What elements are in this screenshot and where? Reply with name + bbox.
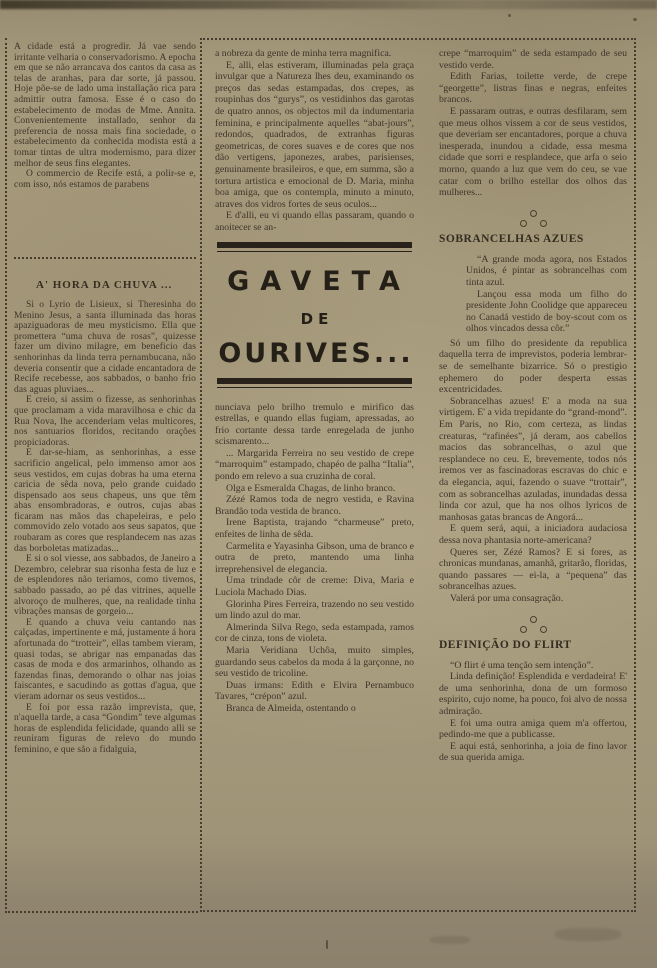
paragraph: E foi uma outra amiga quem m'a offertou, pedindo-me que a publicasse.: [439, 717, 627, 741]
paragraph: crepe “marroquim” de seda estampado de seu vestido verde.: [439, 48, 627, 71]
main-article-box: [200, 38, 636, 912]
ornament-ring: [530, 616, 537, 623]
ornament-ring-row: [520, 220, 547, 227]
paragraph: Lançou essa moda um filho do presidente John Coolidge que appareceu no Canadá vestido de boy-scout com os olhos vincados dessa côr.”: [466, 288, 627, 335]
page-top-shadow: [0, 0, 657, 9]
section-divider-ornament-icon: [439, 616, 627, 633]
paper-smudge: [430, 936, 470, 944]
ornament-ring: [530, 210, 537, 217]
rule-thin-line: [217, 387, 412, 388]
paragraph: nunciava pelo brilho tremulo e mirifico das estrellas, e quando ellas fugiam, apressadas, ao frio cortante dessa tarde enregelada de junho scismarento...: [215, 401, 414, 448]
middle-continuation-bottom: [215, 402, 414, 715]
paragraph: E si o sol viesse, aos sabbados, de Janeiro a Dezembro, celebrar sua risonha festa de luz e de esplendores não teriamos, como tivemos, sabbado passado, ao pé das vitrines, aquelle alvoroço de mulheres, que, na realidade tinha vibrações mansas de gorgeio...: [14, 554, 196, 618]
headline-rule-top: [217, 242, 412, 252]
paragraph: Sobrancelhas azues! E' a moda na sua virtigem. E' a vida trepidante do “grand-mond”. Em Paris, no Rio, com certeza, as lindas creaturas, “rafinées”, já deram, aos cabellos macios das sobrancelhas, o azul que resplandece no ceu. E, brevemente, todos nós iremos ver as fascinadoras escravas do chic e da elegancia, aqui, fazendo o suave “trottair”, com as sobrancelhas azuladas, inundadas dessa linda cor azul, que ha nos olhos lyricos de manhosas gatas brancas de Angorá...: [439, 395, 627, 523]
paragraph: Edith Farias, toilette verde, de crepe “georgette”, listras finas e negras, enfeites brancos.: [439, 71, 627, 106]
ornament-ring-row: [520, 626, 547, 633]
paragraph: Uma trindade côr de creme: Diva, Maria e Luciola Machado Dias.: [215, 575, 414, 598]
paragraph: Queres ser, Zézé Ramos? E si fores, as chronicas mundanas, amanhã, gritarão, floridas, quando passares — ei-la, a “pequena” das sobrancelhas azues.: [439, 546, 627, 593]
rain-section-body: [14, 300, 196, 756]
paragraph: Glorinha Pires Ferreira, trazendo no seu vestido um lindo azul do mar.: [215, 598, 414, 622]
paragraph: Branca de Almeida, ostentando o: [226, 702, 356, 714]
paragraph: Si o Lyrio de Lisieux, si Theresinha do Menino Jesus, a santa illuminada das horas apaziguadoras de meu mysticismo. Ella que promettera “uma chuva de rosas”, quizesse fazer um divino milagre, em beneficio das senhorinhas da linda terra pernambucana, não deveria consentir que a cidade encantadora de Recife recebesse, aos sabbados, o banho frio das aguas pluviaes...: [14, 300, 196, 395]
headline-line-1: GAVETA: [227, 265, 411, 297]
rain-section-heading: A' HORA DA CHUVA ...: [36, 279, 173, 291]
paragraph: “O flirt é uma tenção sem intenção”.: [450, 659, 594, 671]
rule-thin-line: [217, 251, 412, 252]
headline-rule-bottom: [217, 378, 412, 388]
paragraph: E aqui está, senhorinha, a joia de fino lavor de sua querida amiga.: [439, 740, 627, 764]
paragraph: Irene Baptista, trajando “charmeuse” preto, enfeites de linha de sêda.: [215, 517, 414, 541]
paragraph: E quem será, aqui, a iniciadora audaciosa dessa nova phantasia norte-americana?: [439, 523, 627, 546]
sobrancelhas-body: [439, 338, 627, 605]
middle-column: [215, 48, 414, 904]
left-column-separator: [14, 257, 196, 259]
flirt-heading: DEFINIÇÃO DO FLIRT: [439, 638, 572, 651]
sobrancelhas-heading: SOBRANCELHAS AZUES: [439, 232, 584, 245]
paper-speck: [508, 14, 511, 17]
ornament-ring: [540, 220, 547, 227]
paragraph: E d'alli, eu vi quando ellas passaram, quando o anoitecer se an-: [215, 210, 414, 233]
paragraph: Duas irmans: Edith e Elvira Pernambuco Tavares, “crépon” azul.: [215, 679, 414, 703]
left-column: [5, 38, 198, 913]
paragraph: Carmelita e Yayasinha Gibson, uma de branco e outra de preto, mantendo uma linha irreprehensivel de elegancia.: [215, 540, 414, 575]
middle-continuation-top: [215, 48, 414, 234]
paragraph: E, alli, elas estiveram, illuminadas pela graça invulgar que a Natureza lhes deu, examinando os preços das sedas estampadas, dos crepes, as roupinhas dos “gurys”, os vestidinhos das garotas de quatro annos, os objectos mil da indumentaria feminina, e principalmente aquelles “abat-jours”, redondos, quadrados, de extranhas figuras geometricas, de cores suaves e de cores que nos dão vertigens, japonezes, arabes, parisienses, genuinamente brasileiros, e que, em summa, são a tortura artistica e emocional de D. Maria, minha boa amiga, que os contempla, minuto a minuto, atraves dos vidros fortes de seus oculos...: [215, 59, 414, 210]
paragraph: ... Margarida Ferreira no seu vestido de crepe “marroquim” estampado, chapéo de palha “Italia”, pondo em relevo a sua cruzinha de coral.: [215, 447, 414, 483]
article-headline: [215, 265, 414, 369]
paragraph: E creio, si assim o fizesse, as senhorinhas que proclamam a vida maravilhosa e chic da Rua Nova, lhe accenderiam velas multicores, nos santuarios floridos, recitando orações propiciadoras.: [14, 395, 196, 448]
ornament-ring: [540, 626, 547, 633]
paragraph: E passaram outras, e outras desfilaram, sem que meus olhos vissem a cor de seus vestidos, que deveriam ser encantadores, porque a chuva inesperada, inundou a cidade, essa mesma cidade que sorri e resplandece, que arfa o seio morno, quando a luz que vem do ceu, se vae catar com o brilho estellar dos olhos das mulheres...: [439, 105, 627, 199]
paper-smudge: [555, 928, 621, 941]
sobrancelhas-quote-block: [439, 254, 627, 335]
section-divider-ornament-icon: [439, 210, 627, 227]
right-column: [439, 48, 627, 904]
paragraph: E foi por essa razão imprevista, que, n'aquella tarde, a casa “Gondim” teve algumas horas de esplendida felicidade, quando alli se reuniram figuras de relevo do mundo feminino, e que são a fidalguia,: [14, 702, 196, 755]
paragraph: a nobreza da gente de minha terra magnifica.: [215, 48, 392, 59]
paper-speck: [326, 940, 328, 949]
paragraph: O commercio de Recife está, a polir-se e, com isso, nós estamos de parabens: [14, 169, 196, 190]
paper-speck: [633, 18, 637, 21]
paragraph: Almerinda Silva Rego, seda estampada, ramos cor de cinza, tons de violeta.: [215, 621, 414, 645]
right-continuation-top: [439, 48, 627, 199]
paragraph: Linda definição! Esplendida e verdadeira! E' de uma senhorinha, dona de um formoso espirito, cujo nome, ha pouco, foi alvo de nossa admiração.: [439, 671, 627, 717]
paragraph: Maria Veridiana Uchôa, muito simples, guardando seus cabelos da moda á la garçonne, no seu vestido de tricoline.: [215, 644, 414, 680]
rule-bar: [217, 378, 412, 384]
ornament-ring: [520, 220, 527, 227]
paragraph: E quando a chuva veiu cantando nas calçadas, impertinente e má, justamente á hora afortunada do “trotteir”, ellas tambem vieram, quasi todas, se abrigar nas empanadas das casas de moda e dos armarinhos, olhando as fazendas finas, demorando o olhar nas joias faiscantes, e sacudindo as gottas d'agua, que vieram adornar os seus vestidos...: [14, 617, 196, 702]
paragraph: Olga e Esmeralda Chagas, de linho branco.: [226, 482, 396, 494]
left-top-article: [14, 42, 196, 255]
paragraph: E dar-se-hiam, as senhorinhas, a esse sacrificio angelical, pelo immenso amor aos seus vestidos, em cujas dobras ha uma eterna caricia de sêda nova, pelo grande cuidado dispensado aos seus chapeus, uns que têm abas ensombradoras, e outros, cujas abas ficaram nas mãos das chapeleiras, e pelo commovido zelo votado aos seus sapatos, que roubaram as cores que resplandecem nas azas das borboletas matizadas...: [14, 448, 196, 554]
paragraph: “A grande moda agora, nos Estados Unidos, é pintar as sobrancelhas com tinta azul.: [466, 253, 627, 288]
headline-line-3: OURIVES...: [218, 337, 414, 369]
headline-line-2: DE: [300, 309, 334, 328]
flirt-body: [439, 660, 627, 764]
rule-bar: [217, 242, 412, 248]
paragraph: Zézé Ramos toda de negro vestida, e Ravina Brandão toda vestida de branco.: [215, 494, 414, 517]
paragraph: A cidade está a progredir. Já vae sendo irritante velharia o conservadorismo. A epocha em que se não arrancava dos cantos da casa as telas de aranhas, para dar sorte, já passou. Hoje põe-se de lado uma installação rica para admittir outra famosa. Esse é o caso do estabelecimento de modas de Mme. Annita. Convenientemente installado, senhor da preferencia de nossa mais fina sociedade, o estabelecimento da conhecida modista está a tomar tintas de ultra modernismo, para dizer melhor de seus fins elegantes.: [14, 42, 196, 169]
paragraph: Só um filho do presidente da republica daquella terra de imprevistos, poderia lembrar-se de semelhante bizarrice. Só o prestigio ephemero do poder desperta essas excentricidades.: [439, 337, 627, 396]
ornament-ring: [520, 626, 527, 633]
paragraph: Valerá por uma consagração.: [450, 592, 564, 604]
